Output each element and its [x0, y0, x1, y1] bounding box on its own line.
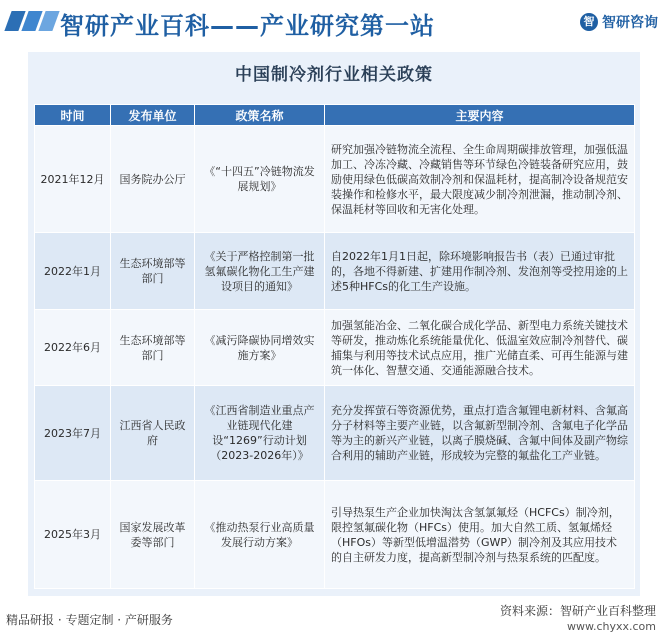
- cell-time: 2022年1月: [35, 233, 111, 310]
- table-row: [35, 233, 635, 310]
- table-header-row: [35, 105, 635, 126]
- cell-content: 充分发挥萤石等资源优势，重点打造含氟锂电新材料、含氟高分子材料等主要产业链，以含氟新型制冷剂、含氟电子化学品等为主的新兴产业链，以离子膜烧碱、含氟中间体及副产物综合利用的辅助产业链，形成较为完整的氟盐化工产业链。: [325, 386, 635, 481]
- column-header-content: 主要内容: [325, 105, 635, 126]
- footer: [0, 600, 668, 638]
- table-title: 中国制冷剂行业相关政策: [235, 65, 433, 85]
- logo-icon: 智: [580, 13, 598, 31]
- banner-title: 智研产业百科——产业研究第一站: [60, 12, 435, 40]
- cell-content: 研究加强冷链物流全流程、全生命周期碳排放管理，加强低温加工、冷冻冷藏、冷藏销售等环节绿色冷链装备研究应用，鼓励使用绿色低碳高效制冷剂和保温耗材，提高制冷设备规范安装操作和检修水平，最大限度减少制冷剂泄漏，推动制冷剂、保温耗材等回收和无害化处理。: [325, 126, 635, 233]
- policy-table: [34, 104, 635, 589]
- cell-policy: 《关于严格控制第一批氢氟碳化物化工生产建设项目的通知》: [195, 233, 325, 310]
- cell-time: 2022年6月: [35, 310, 111, 386]
- footer-source: 资料来源：智研产业百科整理: [499, 604, 656, 618]
- footer-site: www.chyxx.com: [566, 620, 656, 633]
- cell-content: 加强氢能冶金、二氧化碳合成化学品、新型电力系统关键技术等研发，推动炼化系统能量优化、低温室效应制冷剂替代、碳捕集与利用等技术试点应用，推广光储直柔、可再生能源与建筑一体化、智慧交通、交通能源融合技术。: [325, 310, 635, 386]
- cell-policy: 《“十四五”冷链物流发展规划》: [195, 126, 325, 233]
- table-row: [35, 126, 635, 233]
- cell-policy: 《江西省制造业重点产业链现代化建设“1269”行动计划（2023-2026年）》: [195, 386, 325, 481]
- top-banner: [0, 0, 668, 44]
- cell-time: 2025年3月: [35, 481, 111, 589]
- cell-issuer: 生态环境部等部门: [111, 310, 195, 386]
- table-row: [35, 481, 635, 589]
- cell-issuer: 国家发展改革委等部门: [111, 481, 195, 589]
- table-row: [35, 310, 635, 386]
- brand-logo: [580, 12, 658, 32]
- logo-text: 智研咨询: [602, 15, 658, 31]
- cell-issuer: 江西省人民政府: [111, 386, 195, 481]
- column-header-policy: 政策名称: [195, 105, 325, 126]
- cell-issuer: 国务院办公厅: [111, 126, 195, 233]
- column-header-issuer: 发布单位: [111, 105, 195, 126]
- column-header-time: 时间: [35, 105, 111, 126]
- banner-decoration: [8, 11, 56, 31]
- cell-policy: 《减污降碳协同增效实施方案》: [195, 310, 325, 386]
- footer-services: 精品研报 · 专题定制 · 产研服务: [6, 613, 173, 627]
- policy-panel: [28, 52, 640, 596]
- cell-time: 2023年7月: [35, 386, 111, 481]
- cell-policy: 《推动热泵行业高质量发展行动方案》: [195, 481, 325, 589]
- table-row: [35, 386, 635, 481]
- cell-content: 自2022年1月1日起，除环境影响报告书（表）已通过审批的，各地不得新建、扩建用作制冷剂、发泡剂等受控用途的上述5种HFCs的化工生产设施。: [325, 233, 635, 310]
- cell-issuer: 生态环境部等部门: [111, 233, 195, 310]
- cell-time: 2021年12月: [35, 126, 111, 233]
- cell-content: 引导热泵生产企业加快淘汰含氢氯氟烃（HCFCs）制冷剂，限控氢氟碳化物（HFCs）使用。加大自然工质、氢氟烯烃（HFOs）等新型低增温潜势（GWP）制冷剂及其应用技术的自主研发力度，提高新型制冷剂与热泵系统的匹配度。: [325, 481, 635, 589]
